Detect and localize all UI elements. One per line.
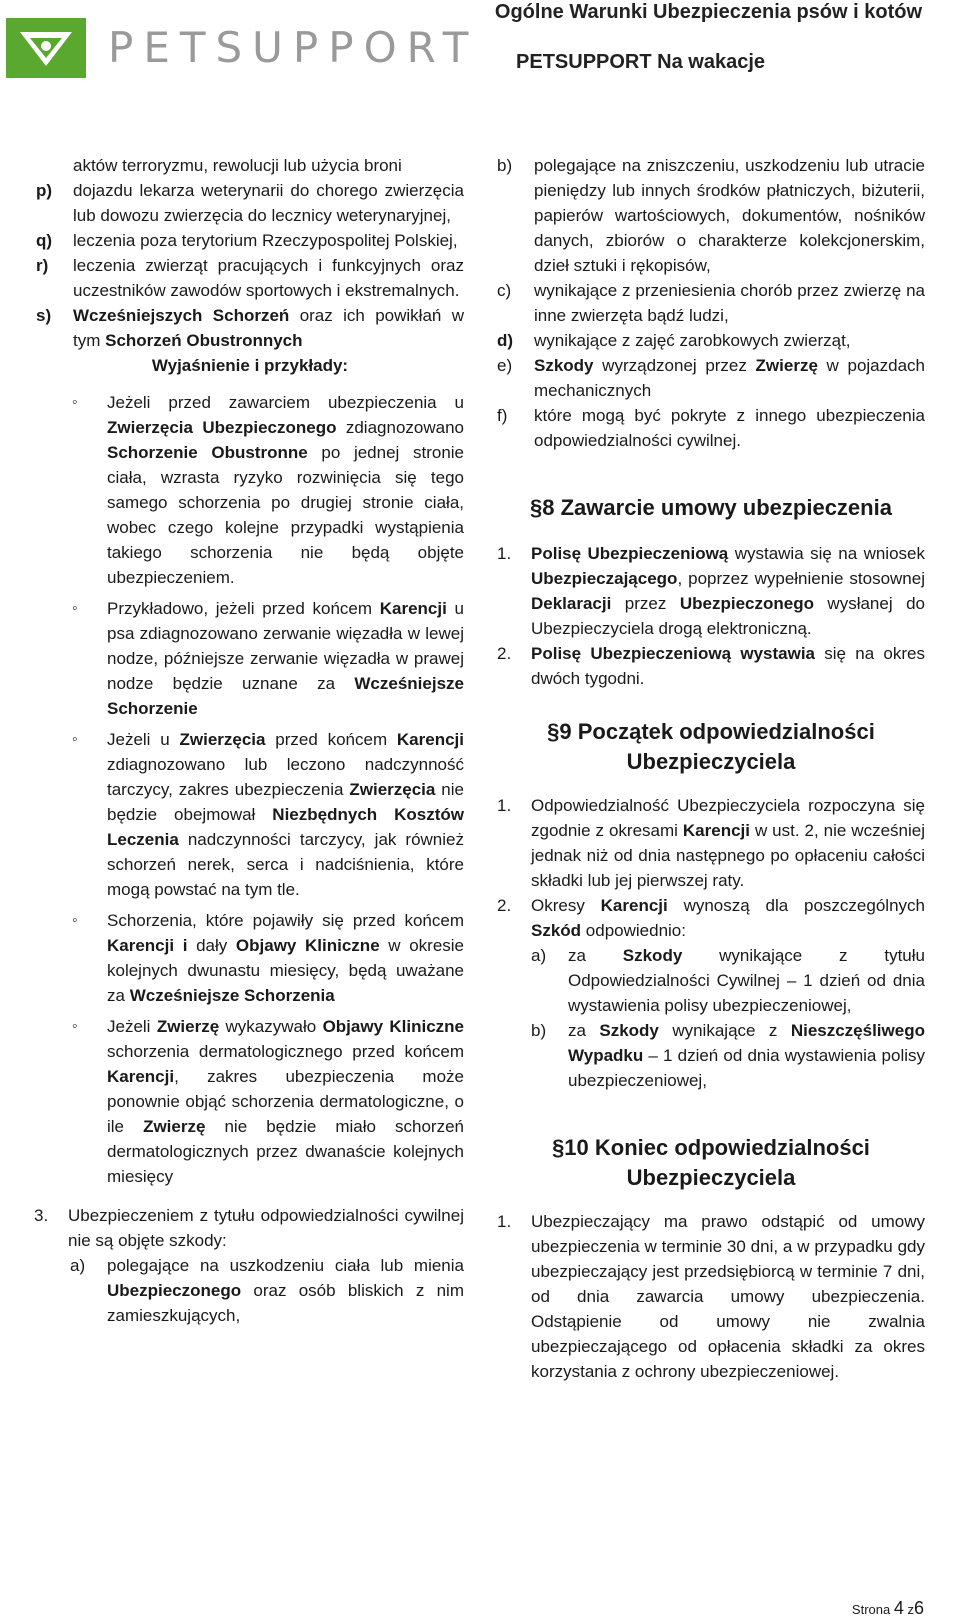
bullet-icon: ◦ bbox=[72, 394, 78, 411]
section-8-item-1: 1. Polisę Ubezpieczeniową wystawia się na wniosek Ubezpieczającego, poprzez wypełnienie stosownej Deklaracji przez Ubezpieczonego wysłanej do Ubezpieczyciela drogą elektroniczną. bbox=[497, 544, 925, 638]
list-item-r: r) leczenia zwierząt pracujących i funkcyjnych oraz uczestników zawodów sportowych i ekstremalnych. bbox=[36, 256, 464, 300]
bullet-item: ◦ Jeżeli Zwierzę wykazywało Objawy Kliniczne schorzenia dermatologicznego przed końcem Karencji, zakres ubezpieczenia może ponownie objąć schorzenia dermatologiczne, o ile Zwierzę nie będzie miało schorzeń dermatologicznych przez dwanaście kolejnych miesięcy bbox=[36, 1014, 464, 1189]
list-item-3: 3. Ubezpieczeniem z tytułu odpowiedzialności cywilnej nie są objęte szkody: bbox=[34, 1206, 464, 1250]
list-item-o-continued: aktów terroryzmu, rewolucji lub użycia broni bbox=[73, 156, 402, 175]
paw-logo-icon bbox=[6, 18, 86, 78]
list-item-a: a) polegające na uszkodzeniu ciała lub mienia Ubezpieczonego oraz osób bliskich z nim zamieszkujących, bbox=[70, 1256, 464, 1325]
list-item-b: b) polegające na zniszczeniu, uszkodzeniu lub utracie pieniędzy lub innych środków płatniczych, biżuterii, papierów wartościowych, dokumentów, nośników danych, zbiorów o charakterze kolekcjonerskim, dzieł sztuki i rękopisów, bbox=[497, 156, 925, 275]
right-column bbox=[497, 153, 925, 1384]
document-subtitle: PETSUPPORT Na wakacje bbox=[516, 51, 765, 73]
list-item-d: d) wynikające z zajęć zarobkowych zwierząt, bbox=[497, 331, 851, 350]
logo-text: PETSUPPORT bbox=[108, 23, 479, 72]
bullet-icon: ◦ bbox=[72, 600, 78, 617]
list-item-p: p) dojazdu lekarza weterynarii do chorego zwierzęcia lub dowozu zwierzęcia do lecznicy weterynaryjnej, bbox=[36, 181, 464, 225]
section-9-item-b: b) za Szkody wynikające z Nieszczęśliwego Wypadku – 1 dzień od dnia wystawienia polisy ubezpieczeniowej, bbox=[531, 1021, 925, 1090]
section-10-heading: §10 Koniec odpowiedzialności Ubezpieczyciela bbox=[552, 1135, 870, 1190]
left-column bbox=[36, 153, 464, 1328]
bullet-item: ◦ Przykładowo, jeżeli przed końcem Karencji u psa zdiagnozowano zerwanie więzadła w lewej nodze, późniejsze zerwanie więzadła w prawej nodze będzie uznane za Wcześniejsze Schorzenie bbox=[36, 596, 464, 721]
list-item-f: f) które mogą być pokryte z innego ubezpieczenia odpowiedzialności cywilnej. bbox=[497, 406, 925, 450]
bullet-item: ◦ Jeżeli przed zawarciem ubezpieczenia u Zwierzęcia Ubezpieczonego zdiagnozowano Schorzenie Obustronne po jednej stronie ciała, wzrasta ryzyko rozwinięcia się tego samego schorzenia po drugiej stronie ciała, wobec czego kolejne przypadki wystąpienia takiego schorzenia nie będą objęte ubezpieczeniem. bbox=[36, 390, 464, 590]
section-9-item-2: 2. Okresy Karencji wynoszą dla poszczególnych Szkód odpowiednio: bbox=[497, 896, 925, 940]
section-9-heading: §9 Początek odpowiedzialności Ubezpieczyciela bbox=[547, 719, 875, 774]
bullet-icon: ◦ bbox=[72, 731, 78, 748]
bullet-item: ◦ Schorzenia, które pojawiły się przed końcem Karencji i dały Objawy Kliniczne w okresie kolejnych dwunastu miesięcy, będą uważane za Wcześniejsze Schorzenia bbox=[36, 908, 464, 1008]
list-item-s: s) Wcześniejszych Schorzeń oraz ich powikłań w tym Schorzeń Obustronnych bbox=[36, 306, 464, 350]
bullet-icon: ◦ bbox=[72, 1018, 78, 1035]
bullet-icon: ◦ bbox=[72, 912, 78, 929]
section-9-item-a: a) za Szkody wynikające z tytułu Odpowiedzialności Cywilnej – 1 dzień od dnia wystawienia polisy ubezpieczeniowej, bbox=[531, 946, 925, 1015]
explanation-heading: Wyjaśnienie i przykłady: bbox=[151, 356, 349, 375]
section-8-item-2: 2. Polisę Ubezpieczeniową wystawia się na okres dwóch tygodni. bbox=[497, 644, 925, 688]
list-item-e: e) Szkody wyrządzonej przez Zwierzę w pojazdach mechanicznych bbox=[497, 356, 925, 400]
document-title: Ogólne Warunki Ubezpieczenia psów i kotów bbox=[494, 1, 922, 23]
section-8-heading: §8 Zawarcie umowy ubezpieczenia bbox=[530, 495, 892, 520]
list-item-q: q) leczenia poza terytorium Rzeczypospolitej Polskiej, bbox=[36, 231, 458, 250]
section-10-item-1: 1. Ubezpieczający ma prawo odstąpić od umowy ubezpieczenia w terminie 30 dni, a w przypadku gdy ubezpieczający jest przedsiębiorcą w terminie 7 dni, od dnia zawarcia umowy ubezpieczenia. Odstąpienie od umowy nie zwalnia ubezpieczającego od opłacenia składki za okres korzystania z ochrony ubezpieczeniowej. bbox=[497, 1212, 925, 1381]
bullet-item: ◦ Jeżeli u Zwierzęcia przed końcem Karencji zdiagnozowano lub leczono nadczynność tarczycy, zakres ubezpieczenia Zwierzęcia nie będzie obejmował Niezbędnych Kosztów Leczenia nadczynności tarczycy, jak również schorzeń nerek, serca i nadciśnienia, które mogą powstać na tym tle. bbox=[36, 727, 464, 902]
logo bbox=[6, 18, 478, 78]
section-9-item-1: 1. Odpowiedzialność Ubezpieczyciela rozpoczyna się zgodnie z okresami Karencji w ust. 2, nie wcześniej jednak niż od dnia następnego po opłaceniu całości składki lub jej pierwszej raty. bbox=[497, 796, 925, 890]
page-number: Strona 4 z6 bbox=[851, 1598, 924, 1618]
list-item-c: c) wynikające z przeniesienia chorób przez zwierzę na inne zwierzęta bądź ludzi, bbox=[497, 281, 925, 325]
